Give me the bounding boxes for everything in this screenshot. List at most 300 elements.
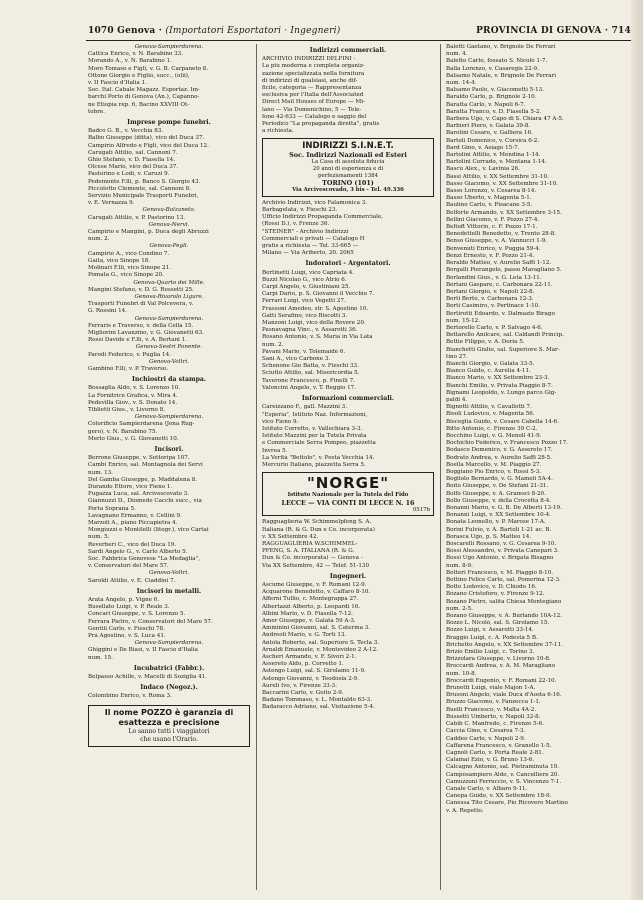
section-heading: Imprese pompe funebri. [127, 119, 211, 127]
directory-entry: Bianchi Giorgio, v. Galata 33-5. [446, 360, 535, 367]
directory-entry: Sciutto Attilio, sal. Misericordia 5. [262, 370, 360, 377]
directory-entry: Carugati Attilio, sal. Cannoni 7. [88, 149, 178, 156]
directory-entry: Bogliolo Bernardo, v. G. Mameli 5A-4. [446, 476, 553, 483]
directory-entry: Berti Casimiro, v. Pertinace 1-10. [446, 303, 540, 310]
locality-heading: Genova-Sampierdarena. [134, 414, 204, 421]
directory-entry: v. XX Settembre 42. [262, 533, 319, 540]
locality-heading: Genova-Voltri. [149, 570, 189, 577]
directory-entry: Cambi Enrico, sal. Montagnola dei Servi [88, 462, 203, 469]
section-heading: Indirizzi commerciali. [309, 47, 387, 54]
header-right: PROVINCIA DI GENOVA · 714 [476, 26, 631, 36]
directory-entry: Bartoli Domenico, v. Corsica 6-2. [446, 137, 540, 144]
directory-entry: Taverone Francesco, p. Finelli 7. [262, 377, 355, 384]
directory-entry: Barbieri Piero, v. Galata 39-8. [446, 123, 531, 130]
directory-entry: Calcagno Antonio, sal. Pietraminuta 19. [446, 764, 560, 771]
directory-entry: Borini Fulvio, v. A. Bartoli 1-21 ac. B. [446, 526, 552, 533]
directory-entry: Broccardi Eugenio, v. F. Romani 22-10. [446, 677, 557, 684]
directory-entry: Ascume Giuseppe, v. F. Romani 12-9. [262, 581, 367, 588]
directory-entry: PFENG, S. A. ITALIANA (R. & G. [262, 548, 355, 555]
directory-entry: Archivio Indirizzi, vico Falamonica 3. [262, 199, 368, 206]
directory-entry: tobre. [88, 108, 105, 115]
section-heading: Incisori. [154, 445, 184, 453]
directory-entry: Bianco Guido, c. Aurelia 4-11. [446, 368, 531, 375]
column-1-entries [88, 44, 250, 701]
directory-entry: vico Fieno 9. [262, 418, 299, 425]
directory-entry: Camuzzoni Ferruccio, v. S. Vincenzo 7-1. [446, 778, 562, 785]
directory-entry: Ragguaglieria W. Schimmelpfeng S. A. [262, 519, 372, 526]
directory-entry: Lavagnano Ermanno, v. Cellini 9. [88, 512, 182, 519]
directory-entry: Berlandini Gius., v. G. Leta 13-11. [446, 274, 542, 281]
directory-entry: Caffarena Francesco, v. Granello 1-5. [446, 742, 552, 749]
directory-entry: "Esperia", Istituto Naz. Informazioni, [262, 411, 368, 418]
directory-entry: Del Gamba Giuseppe, p. Maddalena 8. [88, 476, 198, 483]
sinet-ad-l3: perfezionamenti 1384 [318, 172, 378, 179]
directory-entry: Bossi Alessandro, v. Privata Canepari 3. [446, 548, 559, 555]
directory-entry: v. Conservatori del Mare 57. [88, 563, 169, 570]
directory-entry: Bergalli Pierangelo, passo Maragliano 5. [446, 267, 562, 274]
directory-entry: Brusoni Angelo, viale Duca d'Aosta 6-16. [446, 692, 562, 699]
section-heading: Inchiostri da stampa. [131, 376, 207, 384]
directory-entry: Ferrara Pietro, v. Conservatori del Mare 57. [88, 618, 213, 625]
locality-heading: Genova-Sampierdarena. [134, 315, 204, 322]
directory-entry: Canessa Tito Cesare, Pio Ricovero Martino [446, 800, 568, 807]
directory-entry: Canale Carlo, v. Albaro 9-11. [446, 785, 528, 792]
directory-entry: num. 8-9. [446, 562, 473, 569]
directory-entry: Boscarelli Rossano, v. G. Cesarea 9-10. [446, 541, 557, 548]
directory-entry: Bottino Felice Carlo, sal. Pomerina 12-3. [446, 577, 561, 584]
column-1 [88, 44, 250, 892]
directory-entry: Calamai Ezio, v. G. Bruno 13-6. [446, 757, 535, 764]
sinet-ad-l2: 20 anni di esperienza e di [312, 166, 384, 173]
directory-entry: Astengo Luigi, sal. S. Girolamo 11-9. [262, 668, 366, 675]
directory-entry: Boella Marcello, v. M. Piaggio 27. [446, 461, 542, 468]
directory-entry: Prà Agostino, v. S. Luca 41. [88, 633, 166, 640]
directory-entry: Benedettelli Benedetto, v. Trento 28-8. [446, 231, 556, 238]
column-2-top-entries [262, 47, 434, 135]
directory-entry: ficile, categoria — Rappresentanza [262, 85, 362, 92]
directory-entry: Giannuzzi D., Diomede Cacchi succ., via [88, 498, 202, 505]
pozzo-ad-line3: Lo sanno tutti i viaggiatori [128, 727, 210, 735]
directory-entry: Bozano Cristoforo, v. Firenze 9-12. [446, 591, 545, 598]
norge-ad-code: 0517b [412, 506, 430, 513]
directory-entry: Bertani Giorgio, v. Napoli 22-8. [446, 288, 535, 295]
directory-entry: Barolini Cesare, v. Galliera 16. [446, 130, 533, 137]
directory-entry: La Fornitrice Grafica, v. Mira 4. [88, 392, 178, 399]
directory-entry: v. A. Repetto. [446, 807, 484, 814]
directory-entry: Moro Tomaso e Figli, v. G. B. Carpaneto 8. [88, 65, 209, 72]
directory-entry: Campirio Alfredo e Figli, vico del Duca 12. [88, 142, 209, 149]
directory-entry: Broccardi Andrea, v. A. M. Maragliano [446, 663, 556, 670]
directory-entry: Bodrato Andrea, v. Aurelio Saffi 28-5. [446, 454, 553, 461]
directory-entry: Caccia Gino, v. Cesarea 7-3. [446, 728, 526, 735]
directory-entry: Bignami Leopoldo, v. Lungo parco Gig- [446, 389, 557, 396]
directory-entry: Botto Lodovico, v. D. Chiodo 16. [446, 584, 537, 591]
directory-entry: Istituto Corretto, v. Vallechiara 3-3. [262, 425, 363, 432]
directory-entry: Barbera Ugo, v. Capo di S. Chiara 47 A-5. [446, 116, 564, 123]
directory-entry: Bertinetti Luigi, vico Capriata 4. [262, 269, 355, 276]
directory-entry: Frassoni Amedeo, str. S. Agostino 10. [262, 305, 369, 312]
column-divider [440, 44, 441, 890]
page-header [88, 24, 631, 38]
pozzo-ad-line4: che usano l'Orario. [140, 735, 198, 743]
directory-entry: Bassi Attilio, v. XX Settembre 31-10. [446, 173, 549, 180]
directory-entry: Pedemonte F.lli, p. Banco S. Giorgio 43. [88, 178, 201, 185]
directory-entry: Busellato Luigi, v. P. Reale 3. [88, 604, 170, 611]
directory-entry: Cattica Enrico, v. N. Barabino 33. [88, 51, 183, 58]
locality-heading: Genova-Quarto dei Mille. [133, 279, 205, 286]
directory-entry: Ottone Giorgio e Figlio, succ., (olii), [88, 72, 190, 79]
section-heading: Incisori in metalli. [136, 587, 202, 595]
directory-entry: Bartolini Attilio, v. Mendina 1-14. [446, 152, 541, 159]
directory-entry: Baulino Carlo, v. Pisacane 3-5. [446, 202, 533, 209]
directory-entry: Bisoli Ludovico, v. Magenta 56. [446, 411, 535, 418]
pozzo-ad-line2: esattezza e precisione [118, 717, 220, 727]
directory-entry: Ferraris e Traverso, v. della Cella 15. [88, 322, 194, 329]
directory-entry: Sardi Angelo G., v. Carlo Alberto 5. [88, 548, 188, 555]
directory-entry: Pavani Mario, v. Tolemaide 6. [262, 348, 346, 355]
directory-entry: paldi 4. [446, 396, 468, 403]
directory-entry: Arnaldi Emanuele, v. Montevideo 2 A-12. [262, 646, 378, 653]
directory-entry: Balla Lorenzo, v. Casaregis 22-9. [446, 65, 539, 72]
directory-entry: ARCHIVIO INDIRIZZI DELFINI - [262, 56, 356, 63]
directory-entry: v. II Fascio d'Italia 1. [88, 80, 147, 87]
directory-entry: Gaita, vico Sinope 18. [88, 257, 151, 264]
directory-entry: Concari Giuseppe, v. S. Lorenzo 5. [88, 611, 186, 618]
directory-entry: Ufficio Indirizzi Propaganda Commerciale, [262, 214, 383, 221]
directory-entry: di indirizzi di qualsiasi, anche dif- [262, 77, 358, 84]
directory-entry: Bozano Giuseppe, v. A. Burlando 10A-12. [446, 613, 563, 620]
directory-entry: La più moderna e completa organiz- [262, 63, 365, 70]
directory-entry: num. 5. [88, 534, 110, 541]
directory-entry: Beltoft Vittorio, c. F. Pozzo 17-1. [446, 224, 538, 231]
directory-entry: num. 14-4. [446, 80, 477, 87]
column-2 [262, 44, 434, 892]
directory-entry: Baccarini Carlo, v. Goito 2-9. [262, 689, 344, 696]
directory-entry: Brichetto Angelo, v. XX Settembre 37-11. [446, 641, 563, 648]
directory-entry: Bisceglia Guido, v. Cesare Cabella 14-6. [446, 418, 560, 425]
directory-entry: gratis a richiesta — Tel. 33-665 — [262, 243, 359, 250]
directory-entry: "STEINER" - Archivio Indirizzi [262, 228, 349, 235]
directory-entry: Antola Roberto, sal. Superiore S. Tecla 3. [262, 639, 380, 646]
directory-entry: Bonanni Mario, v. G. B. De Alberti 13-19. [446, 505, 562, 511]
directory-entry: gero), v. N. Barabino 75. [88, 428, 158, 435]
directory-entry: Bozzo Luigi, v. Assarotti 33-14. [446, 627, 534, 634]
directory-entry: Bellini Giacomo, v. F. Pozzo 27-4. [446, 216, 540, 223]
header-left: 1070 Genova · (Importatori Esportatori · Ingegneri) [88, 26, 341, 36]
directory-entry: Commerciali e privati — Catalogo H [262, 235, 365, 242]
directory-entry: Amminini Giovanni, sal. S. Caterina 3. [262, 625, 371, 632]
directory-entry: Astengo Giovanni, v. Teodosia 2-9. [262, 675, 360, 682]
directory-entry: Borasca Ugo, p. S. Matteo 14. [446, 533, 532, 540]
directory-entry: Badco G. B., v. Vecchia 83. [88, 128, 164, 135]
directory-entry: Via XX Settembre, 42 — Telef. 51-130 [262, 562, 370, 569]
directory-entry: Bignotti Attilio, v. Cavallotti 7. [446, 404, 532, 411]
directory-entry: Baratta Franco, v. D. Fiasella 5-2. [446, 108, 542, 115]
directory-entry: Baraldo Carlo, p. Brignole 2-10. [446, 94, 537, 101]
directory-entry: Schenone Gio Batta, v. Fieschi 33. [262, 363, 359, 370]
directory-entry: Ascheri Armando, v. F. Sivori 2-1. [262, 653, 357, 660]
directory-entry: lano — Via Domenichino, 5 — Tele- [262, 106, 362, 113]
directory-entry: Sani A., vico Carbone 3. [262, 356, 331, 363]
directory-entry: Acquarone Benedetto, v. Caffaro 8-10. [262, 589, 371, 596]
directory-entry: Italiana (R. & G. Dun e Co. incorporata) [262, 526, 375, 533]
directory-entry: Carpi Angelo, v. Giustiniani 25. [262, 284, 351, 291]
directory-entry: Piccolotto Clemente, sal. Cannoni 8. [88, 185, 191, 192]
directory-entry: Basso Giacomo, v. XX Settembre 31-10. [446, 180, 558, 187]
directory-entry: Careizzano F., gall. Mazzini 3. [262, 404, 348, 411]
directory-entry: Bianchi Emilio, v. Privata Piaggio 8-7. [446, 382, 553, 389]
directory-entry: num. 10-8. [446, 670, 477, 677]
directory-entry: Bodasco Domenico, v. G. Assereto 17. [446, 447, 553, 454]
directory-entry: Pastorino e Lodi, v. Caruzi 9. [88, 171, 170, 178]
directory-entry: RAGGUAGLIERIA W.SCHIMMEL- [262, 540, 358, 547]
directory-entry: Morando A., v. N. Barabino 1. [88, 58, 172, 65]
locality-heading: Genova-Bolzaneto. [142, 207, 196, 214]
directory-entry: Pasnavagna Vinc., v. Assarotti 36. [262, 327, 358, 334]
section-heading: Indaco (Negoz.). [140, 684, 198, 692]
directory-entry: Albini Mario, v. D. Fiasella 7-12. [262, 610, 353, 617]
directory-entry: Porta Soprana 5. [88, 505, 136, 512]
norge-ad-title: "NORGE" [306, 474, 390, 493]
directory-entry: Baratta Carlo, v. Napoli 6-7. [446, 101, 526, 108]
directory-entry: Bertani Gaspare, c. Carbonara 22-11. [446, 281, 553, 288]
directory-entry: Carpi Dario, p. S. Giovanni il Vecchio 7. [262, 291, 375, 298]
directory-entry: Direct Mail Houses of Europe — Mi- [262, 99, 365, 106]
directory-entry: Boggiano Pio Enrico, v. Rossi 5-3. [446, 468, 542, 475]
directory-entry: Amer Giuseppe, v. Galata 59 A-3. [262, 617, 356, 624]
directory-entry: Servizio Municipale Trasporti Funebri, [88, 193, 199, 200]
directory-entry: Istituto Mazzini per la Tutela Privata [262, 433, 367, 440]
directory-entry: Bianchetti Giulio, sal. Superiore S. Mar- [446, 346, 560, 353]
directory-entry: Aureli Ivo, v. Firenze 33-3. [262, 682, 337, 689]
directory-entry: Ghio Stefano, v. D. Fiasella 14. [88, 157, 175, 164]
directory-entry: Gentili Carlo, v. Fieschi 78. [88, 625, 165, 632]
directory-entry: num. 15-12. [446, 317, 480, 324]
sinet-ad-city: TORINO (101) [322, 179, 374, 188]
directory-entry: Fugazza Luca, sal. Arcivescovato 3. [88, 491, 190, 498]
directory-entry: Gambino F.lli, v. P. Traverso. [88, 365, 168, 372]
directory-entry: Soc. Fabbrica Genovese "La Medaglia", [88, 556, 200, 563]
directory-entry: Migliorini Lavanzino, v. G. Giovanetti 63. [88, 329, 204, 336]
directory-entry: Brizio Emilio Luigi, c. Torino 3. [446, 649, 535, 656]
directory-entry: Badano Tommaso, v. L. Montaldo 63-3. [262, 697, 372, 704]
directory-entry: Carugati Attilio, v. P. Pastorino 13. [88, 214, 186, 221]
directory-entry: Bollo Giuseppe, v. della Crocetta 8-4. [446, 497, 552, 504]
directory-entry: Bossi Ugo Antonio, v. Brigata Bisagno [446, 555, 554, 562]
directory-entry: Benso Giuseppe, v. A. Vannucci 1-9. [446, 238, 548, 245]
directory-entry: Cagnoli Carlo, v. Porta Reale 2-81. [446, 749, 544, 756]
directory-entry: Gatti Serafino, vico Biscotti 3. [262, 312, 348, 319]
directory-entry: ne Etiopia rep. 6, Bacino XXVIII Ot- [88, 101, 190, 108]
locality-heading: Genova-Nervi. [148, 221, 190, 228]
sinet-ad-l1: La Casa di assoluta fiducia [311, 159, 385, 166]
directory-entry: Cabib C. Manfredo, c. Firenze 5-6. [446, 721, 544, 728]
directory-entry: (Rossi D.), v. Frenze 36. [262, 221, 330, 228]
directory-entry: Bianco Mario, v. XX Settembre 23-3. [446, 375, 550, 382]
directory-entry: Beraldo Matteo, v. Aurelio Saffi 1-12. [446, 260, 552, 267]
directory-entry: Bard Gino, v. Asiago 15-7. [446, 144, 520, 151]
directory-entry: Belforte Armando, v. XX Settembre 3-15. [446, 209, 562, 216]
directory-entry: Campirio A., vico Condino 7. [88, 250, 170, 257]
directory-entry: Berti Berto, v. Carbonara 12-3. [446, 296, 534, 303]
section-heading: Indoratori - Argentatori. [305, 260, 391, 268]
directory-entry: Mercurio Italiano, piazzetta Serra 5. [262, 461, 366, 468]
directory-entry: num. 15. [88, 654, 113, 661]
norge-ad-address: LECCE — VIA CONTI DI LECCE N. 16 [281, 498, 415, 507]
locality-heading: Genova-Voltri. [149, 358, 189, 365]
column-2-bottom-entries [262, 519, 434, 711]
directory-entry: Canepa Guido, v. XX Settembre 18-9. [446, 793, 552, 800]
directory-entry: Ghiggini e De Biasi, v. II Fascio d'Italia [88, 647, 198, 654]
section-heading: Incubatrici (Fabbr.). [133, 664, 205, 672]
directory-entry: Barbagelata, v. Fieschi 23. [262, 207, 338, 214]
directory-entry: fono 42-633 — Catalogo e saggio del [262, 113, 367, 120]
column-2-mid-entries [262, 200, 434, 469]
pozzo-ad [88, 705, 250, 747]
directory-entry: Bonata Leonello, v. P. Marose 17-A. [446, 519, 546, 526]
directory-entry: Reverberi C., vico del Duca 19. [88, 541, 177, 548]
locality-heading: Genova-Sampierdarena. [134, 44, 204, 50]
directory-entry: Colombino Enrico, v. Roma 3. [88, 693, 172, 700]
directory-entry: Saroldi Attilio, v. E. Ciaddini 7. [88, 577, 176, 584]
directory-entry: num. 13. [88, 469, 113, 476]
directory-entry: num. 2. [88, 236, 110, 243]
directory-entry: Benzi Ernesto, v. F. Pozzo 21-4. [446, 252, 535, 259]
directory-entry: Molinari F.lli, vico Sinope 21. [88, 265, 171, 272]
directory-entry: Buelli Francesco, v. Malta 4A-2. [446, 706, 537, 713]
sinet-ad-address: Via Arcivescovado, 3 bis - Tel. 49.336 [292, 187, 404, 194]
directory-entry: Boito Giuseppe, v. De Stefani 21-31. [446, 483, 549, 490]
directory-entry: Durando Ettore, vico Fieno 1. [88, 483, 173, 490]
directory-entry: Bonanni Luigi, v. XX Settembre 10-4. [446, 512, 551, 519]
directory-entry: Basso Uberto, v. Magenta 5-1. [446, 195, 532, 202]
directory-entry: Bettie Filippo, v. A. Doria 5. [446, 339, 525, 346]
directory-entry: Colorificio Sampierdarena (Jona Rug- [88, 421, 195, 428]
norge-ad-subtitle: Istituto Nazionale per la Tutela del Fido [287, 492, 409, 499]
directory-entry: Bitto Antonio, c. Firenze 39 C-2. [446, 425, 538, 432]
directory-entry: Badaracco Adriano, sal. Visitazione 5-4. [262, 704, 375, 711]
directory-entry: Bozzo L. Nicolò, sal. S. Girolamo 15. [446, 620, 550, 627]
directory-entry: Baletti Gaetano, v. Brignole De Ferrari [446, 44, 556, 50]
directory-entry: Milano — Via Ariberto, 20. 2065 [262, 250, 354, 257]
directory-entry: Periodico "La propaganda diretta", gratis [262, 121, 380, 128]
directory-entry: Berrone Giuseppe, v. Sottoripa 107. [88, 455, 190, 462]
directory-entry: Buzzi Nicolao G., vico Atrio 6. [262, 276, 347, 283]
column-divider [256, 44, 257, 890]
directory-entry: Pomata G., vico Sinope 20. [88, 272, 164, 279]
section-heading: Ingegneri. [329, 572, 367, 580]
directory-entry: zazione specializzata nella fornitura [262, 70, 365, 77]
directory-entry: Manzoni Luigi, vico della Rovere 20. [262, 320, 366, 327]
sinet-ad-subtitle: Soc. Indirizzi Nazionali ed Esteri [289, 151, 407, 160]
directory-entry: num. 2. [262, 341, 284, 348]
directory-entry: esclusiva per l'Italia dell'Associated [262, 92, 364, 99]
directory-entry: Baletto Carlo, fossato S. Nicolò 1-7. [446, 58, 548, 65]
locality-heading: Genova-Pegli. [149, 243, 189, 250]
directory-entry: Merlo Gius., v. G. Giovanetti 10. [88, 435, 179, 442]
directory-entry: Brunetti Luigi, viale Majon 1-A. [446, 685, 536, 692]
directory-entry: Caddeo Carlo, v. Napoli 2-9. [446, 735, 526, 742]
directory-entry: Invrea 5. [262, 447, 288, 454]
directory-entry: e Commerciale Serra Pompeo, piazzetta [262, 440, 376, 447]
directory-entry: Brizzolara Giuseppe, v. Livorno 10-8. [446, 656, 551, 663]
directory-entry: barchi Porto di Genova (An.), Capanno- [88, 94, 200, 101]
directory-entry: Bolfò Giuseppe, v. A. Gramsci 8-20. [446, 490, 546, 497]
directory-entry: Olcese Mario, vico del Duca 37. [88, 164, 179, 171]
directory-entry: Bozano Pietro, salita Chiesa Montegiano [446, 598, 562, 605]
directory-entry: Ferrari Luigi, vico Vegetti 27. [262, 298, 346, 305]
directory-entry: num. 4. [446, 51, 468, 58]
directory-entry: Bochichio Federico, v. Francesco Pozzo 17. [446, 440, 568, 447]
sinet-ad-title: INDIRIZZI S.I.N.E.T. [302, 141, 394, 152]
directory-entry: Bascu Alex., v. Lavinia 26. [446, 166, 520, 173]
directory-entry: Camposampiero Aldo, v. Cancelliere 20. [446, 771, 560, 778]
header-rule [86, 40, 633, 41]
directory-entry: Botteri Francesco, v. M. Piaggio 8-10. [446, 569, 554, 576]
directory-entry: Bussetti Umberto, v. Napoli 32-8. [446, 713, 541, 720]
directory-entry: num. 2-5. [446, 605, 473, 612]
locality-heading: Genova-Rivarolo Ligure. [134, 293, 204, 300]
directory-entry: Bertirotti Edoardo, v. Dalmazio Birago [446, 310, 555, 317]
directory-entry: Bocchino Luigi, v. G. Menoll 41-9. [446, 432, 542, 439]
sinet-ad-code: 1384 [364, 172, 378, 179]
directory-entry: Dun & Co. incorporata) — Genova - [262, 555, 363, 562]
directory-entry: Balbo Giuseppe (ditta), vico del Duca 37. [88, 135, 205, 142]
directory-entry: Braggio Luigi, c. A. Podestà 5 B. [446, 634, 538, 641]
directory-entry: Rosano Antonio, v. S. Maria in Via Lata [262, 334, 373, 341]
directory-entry: Pedevilla Giov., v. S. Donato 14. [88, 399, 178, 406]
directory-entry: Bossaglia Aldo, v. S. Lorenzo 10. [88, 385, 181, 392]
page-edge [631, 0, 643, 900]
directory-entry: Arata Angelo, p. Vigne 6. [88, 597, 160, 604]
norge-ad [262, 472, 434, 516]
directory-entry: Bruzzo Giacomo, v. Fanzecca 1-1. [446, 699, 541, 706]
directory-entry: Afferni Tullio, c. Montegrappa 27. [262, 596, 359, 603]
directory-entry: Bettarello Anilcare, sal. Caldandi Princip. [446, 332, 564, 339]
directory-entry: Mongiuzzi e Montilelli (litogr.), vico Cartai [88, 527, 209, 534]
locality-heading: Genova-Sampierdarena. [134, 640, 204, 647]
directory-entry: Benvenuti Enrico, v. Puggia 59-4. [446, 245, 541, 252]
column-3-entries [446, 44, 618, 815]
directory-entry: Valoncini Angelo, v. T. Reggio 17. [262, 384, 356, 391]
directory-entry: Andreoli Mario, v. G. Torti 13. [262, 632, 347, 639]
column-3 [446, 44, 618, 892]
directory-entry: Marzoli A., piano Piccapietra 4. [88, 520, 178, 526]
directory-entry: Assereto Aldo, p. Corvetto 1. [262, 661, 344, 668]
directory-entry: La Veritá "Bettolo", v. Posta Vecchia 14. [262, 454, 375, 461]
directory-entry: tino 27. [446, 353, 468, 360]
locality-heading: Genova-Sestri Ponente. [135, 344, 203, 351]
directory-entry: Soc. Ital. Cabale Magazz. Esportaz. Im- [88, 87, 200, 94]
directory-entry: Trasporti Funebri di Val Polcevera, v. [88, 301, 194, 308]
directory-entry: Basso Lorenzo, v. Cesarea 8-14. [446, 188, 537, 195]
directory-entry: Rossi Davide e F.lli, v. A. Bertani 1. [88, 337, 187, 344]
directory-entry: Belpasso Achille, v. Macelli di Soziglia 41. [88, 674, 207, 681]
directory-entry: Tiblietti Gius., v. Livorno 8. [88, 406, 165, 413]
sinet-ad [262, 138, 434, 196]
directory-entry: Bertorello Carlo, v. P. Salvago 4-6. [446, 324, 543, 331]
directory-entry: Bartolini Corrado, v. Montana 1-14. [446, 159, 547, 166]
directory-entry: G. Rossini 14. [88, 308, 128, 315]
section-heading: Informazioni commerciali. [301, 395, 395, 403]
directory-entry: Albertazzi Alberto, p. Leopardi 16. [262, 603, 361, 610]
directory-entry: Balsamo Natale, v. Brignole De Ferrari [446, 72, 557, 79]
directory-entry: Mangini Stefano, v. D. G. Rossetti 25. [88, 286, 194, 293]
directory-entry: Parodi Federico, v. Puglia 14. [88, 351, 171, 358]
directory-entry: Balsamo Paolo, v. Giacometti 5-13. [446, 87, 544, 94]
directory-entry: Campirio e Mangini, p. Duca degli Abruzzi [88, 229, 209, 236]
directory-entry: a richiesta. [262, 128, 294, 135]
